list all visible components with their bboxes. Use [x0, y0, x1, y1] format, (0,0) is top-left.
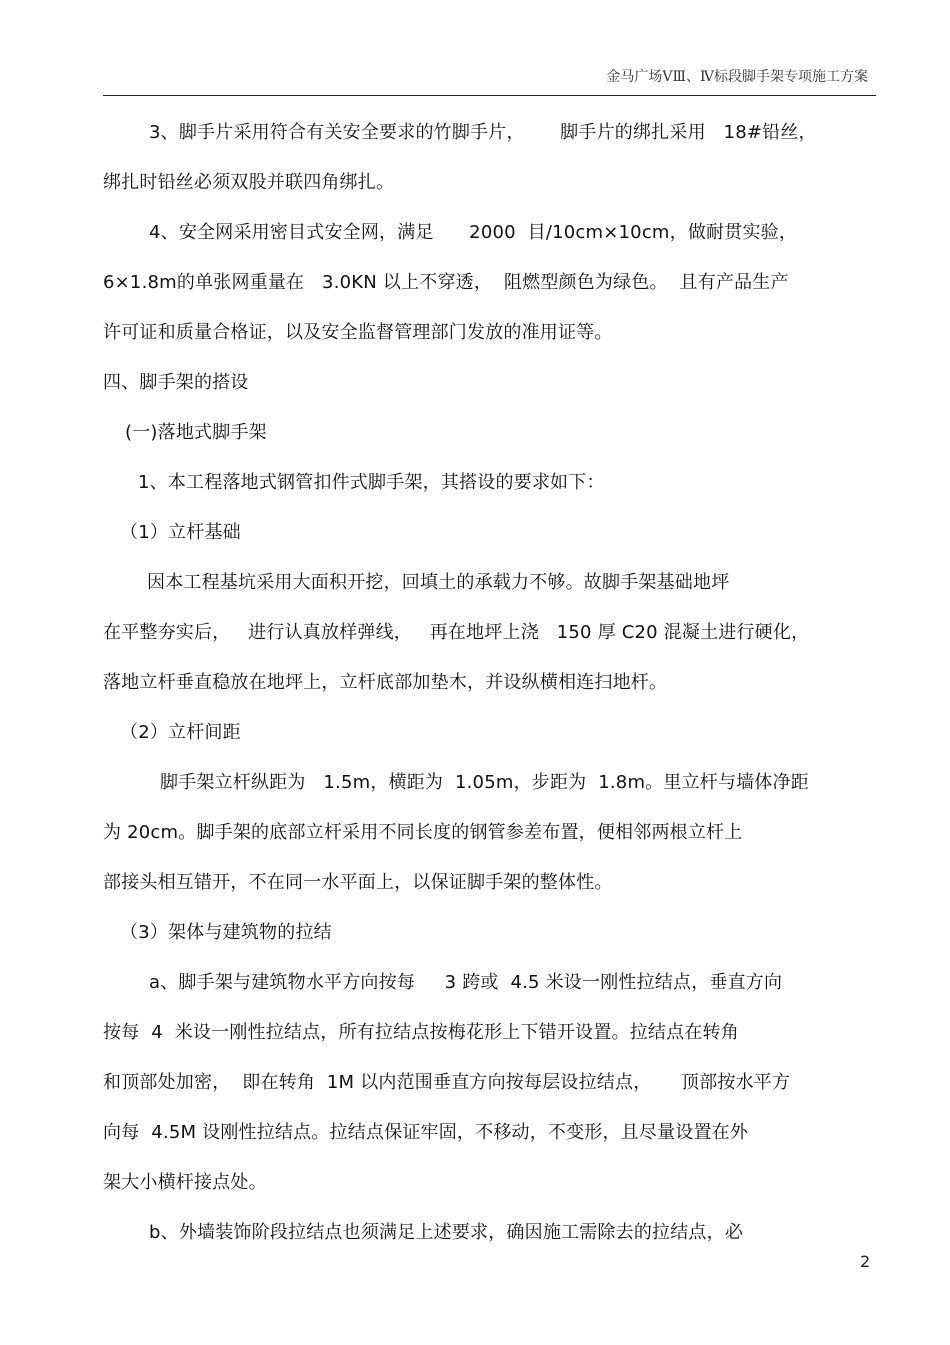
paragraph-line: 为 20cm。脚手架的底部立杆采用不同长度的钢管参差布置，便相邻两根立杆上 — [103, 822, 743, 843]
page-number: 2 — [860, 1252, 871, 1271]
paragraph-line: 4、安全网采用密目式安全网，满足 2000 目/10cm×10cm，做耐贯实验， — [149, 222, 798, 243]
paragraph-line: 许可证和质量合格证，以及安全监督管理部门发放的准用证等。 — [103, 322, 613, 343]
subsection-heading: (一)落地式脚手架 — [125, 422, 267, 443]
paragraph-line: a、脚手架与建筑物水平方向按每 3 跨或 4.5 米设一刚性拉结点，垂直方向 — [149, 972, 783, 993]
paragraph-line: b、外墙装饰阶段拉结点也须满足上述要求，确因施工需除去的拉结点，必 — [149, 1222, 744, 1243]
paragraph-line: 架大小横杆接点处。 — [103, 1172, 267, 1193]
item-heading: （2）立杆间距 — [120, 722, 241, 743]
paragraph-line: 落地立杆垂直稳放在地坪上，立杆底部加垫木，并设纵横相连扫地杆。 — [103, 672, 668, 693]
paragraph-line: 向每 4.5M 设刚性拉结点。拉结点保证牢固，不移动，不变形，且尽量设置在外 — [103, 1122, 749, 1143]
section-heading: 四、脚手架的搭设 — [103, 372, 249, 393]
paragraph-line: 部接头相互错开，不在同一水平面上，以保证脚手架的整体性。 — [103, 872, 613, 893]
header-divider — [103, 95, 876, 96]
item-heading: （1）立杆基础 — [120, 522, 241, 543]
paragraph-line: 因本工程基坑采用大面积开挖，回填土的承载力不够。故脚手架基础地坪 — [147, 572, 730, 593]
paragraph-line: 6×1.8m的单张网重量在 3.0KN 以上不穿透， 阻燃型颜色为绿色。 且有产品生产 — [103, 272, 789, 293]
paragraph-line: 和顶部处加密， 即在转角 1M 以内范围垂直方向按每层设拉结点， 顶部按水平方 — [103, 1072, 791, 1093]
paragraph-line: 3、脚手片采用符合有关安全要求的竹脚手片， 脚手片的绑扎采用 18#铅丝， — [149, 122, 817, 143]
paragraph-line: 按每 4 米设一刚性拉结点，所有拉结点按梅花形上下错开设置。拉结点在转角 — [103, 1022, 739, 1043]
paragraph-line: 绑扎时铅丝必须双股并联四角绑扎。 — [103, 172, 395, 193]
running-header: 金马广场ⅤⅢ、Ⅳ标段脚手架专项施工方案 — [606, 69, 868, 85]
paragraph-line: 在平整夯实后， 进行认真放样弹线， 再在地坪上浇 150 厚 C20 混凝土进行硬化， — [103, 622, 810, 643]
item-heading: （3）架体与建筑物的拉结 — [120, 922, 332, 943]
paragraph-line: 1、本工程落地式钢管扣件式脚手架，其搭设的要求如下： — [138, 472, 605, 493]
paragraph-line: 脚手架立杆纵距为 1.5m，横距为 1.05m，步距为 1.8m。里立杆与墙体净距 — [160, 772, 809, 793]
